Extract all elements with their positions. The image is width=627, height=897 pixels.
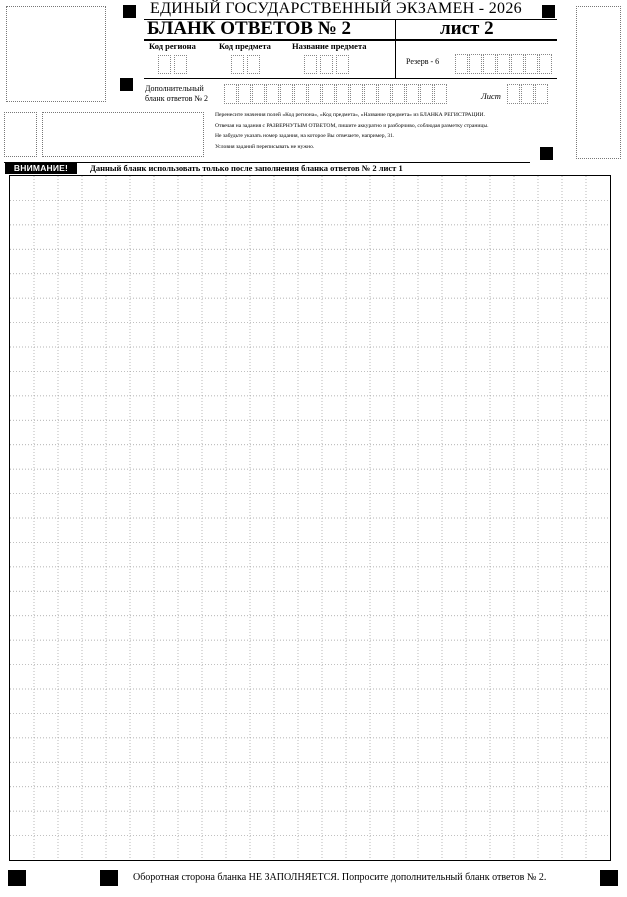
reserve-cell[interactable] [469, 54, 482, 74]
barcode-box-right [576, 6, 621, 159]
sheet-number-cell[interactable] [507, 84, 520, 104]
answer-grid-lines [10, 176, 610, 860]
header-vertical-divider [395, 20, 396, 79]
reserve-cell[interactable] [497, 54, 510, 74]
footer-text: Оборотная сторона бланка НЕ ЗАПОЛНЯЕТСЯ. Попросите дополнительный бланк ответов № 2. [133, 872, 547, 883]
marker-top-left [123, 5, 136, 18]
additional-blank-cell[interactable] [252, 84, 265, 104]
marker-bottom-right [600, 870, 618, 886]
attention-text: Данный бланк использовать только после заполнения бланка ответов № 2 лист 1 [90, 163, 403, 173]
additional-blank-cell[interactable] [420, 84, 433, 104]
subject-name-cell[interactable] [320, 55, 333, 74]
subject-name-cell[interactable] [336, 55, 349, 74]
additional-blank-label-line2: бланк ответов № 2 [145, 94, 209, 103]
additional-blank-cell[interactable] [364, 84, 377, 104]
additional-blank-cell[interactable] [350, 84, 363, 104]
marker-mid-right [540, 147, 553, 160]
sheet-label: лист 2 [440, 18, 494, 39]
answer-grid[interactable] [9, 175, 611, 861]
exam-title: ЕДИНЫЙ ГОСУДАРСТВЕННЫЙ ЭКЗАМЕН - 2026 [150, 0, 522, 17]
marker-bottom-mid [100, 870, 118, 886]
region-code-label: Код региона [149, 41, 196, 51]
reserve-cell[interactable] [511, 54, 524, 74]
additional-blank-cell[interactable] [280, 84, 293, 104]
barcode-box-left [6, 6, 106, 102]
instruction-line: Не забудьте указать номер задания, на которое Вы отвечаете, например, 31. [215, 133, 395, 139]
additional-blank-cell[interactable] [406, 84, 419, 104]
instruction-line: Условия заданий переписывать не нужно. [215, 143, 315, 150]
sheet-number-cell[interactable] [521, 84, 534, 104]
instruction-line: Перенесите значения полей «Код региона», «Код предмета», «Название предмета» из БЛАНКА РЕГИСТРАЦИИ. [215, 112, 485, 118]
additional-blank-cell[interactable] [238, 84, 251, 104]
additional-blank-cell[interactable] [266, 84, 279, 104]
reserve-cell[interactable] [483, 54, 496, 74]
additional-blank-cell[interactable] [336, 84, 349, 104]
reserve-label: Резерв - 6 [406, 57, 440, 66]
additional-blank-cell[interactable] [224, 84, 237, 104]
small-box-left-1 [4, 112, 37, 157]
blank-title: БЛАНК ОТВЕТОВ № 2 [147, 18, 352, 39]
marker-bottom-left [8, 870, 26, 886]
instructions [215, 110, 489, 152]
additional-blank-cell[interactable] [434, 84, 447, 104]
subject-code-cell[interactable] [247, 55, 260, 74]
sheet-number-cell[interactable] [535, 84, 548, 104]
reserve-cell[interactable] [539, 54, 552, 74]
additional-blank-cell[interactable] [378, 84, 391, 104]
header-bottom-line [144, 78, 557, 79]
small-box-left-2 [42, 112, 204, 157]
marker-top-right [542, 5, 555, 18]
sheet-field-label: Лист [481, 91, 501, 101]
subject-name-label: Название предмета [292, 41, 367, 51]
additional-blank-label-line1: Дополнительный [145, 84, 204, 93]
subject-code-label: Код предмета [219, 41, 271, 51]
instruction-line: Отвечая на задания с РАЗВЕРНУТЫМ ОТВЕТОМ, пишите аккуратно и разборчиво, соблюдая разметку страницы. [215, 122, 489, 129]
additional-blank-cell[interactable] [294, 84, 307, 104]
additional-blank-cell[interactable] [392, 84, 405, 104]
subject-code-cell[interactable] [231, 55, 244, 74]
region-code-cell[interactable] [174, 55, 187, 74]
marker-mid-left [120, 78, 133, 91]
subject-name-cell[interactable] [304, 55, 317, 74]
additional-blank-cell[interactable] [308, 84, 321, 104]
additional-blank-cell[interactable] [322, 84, 335, 104]
attention-badge: ВНИМАНИЕ! [5, 163, 77, 174]
reserve-cell[interactable] [455, 54, 468, 74]
additional-blank-label [145, 84, 208, 104]
reserve-cell[interactable] [525, 54, 538, 74]
region-code-cell[interactable] [158, 55, 171, 74]
